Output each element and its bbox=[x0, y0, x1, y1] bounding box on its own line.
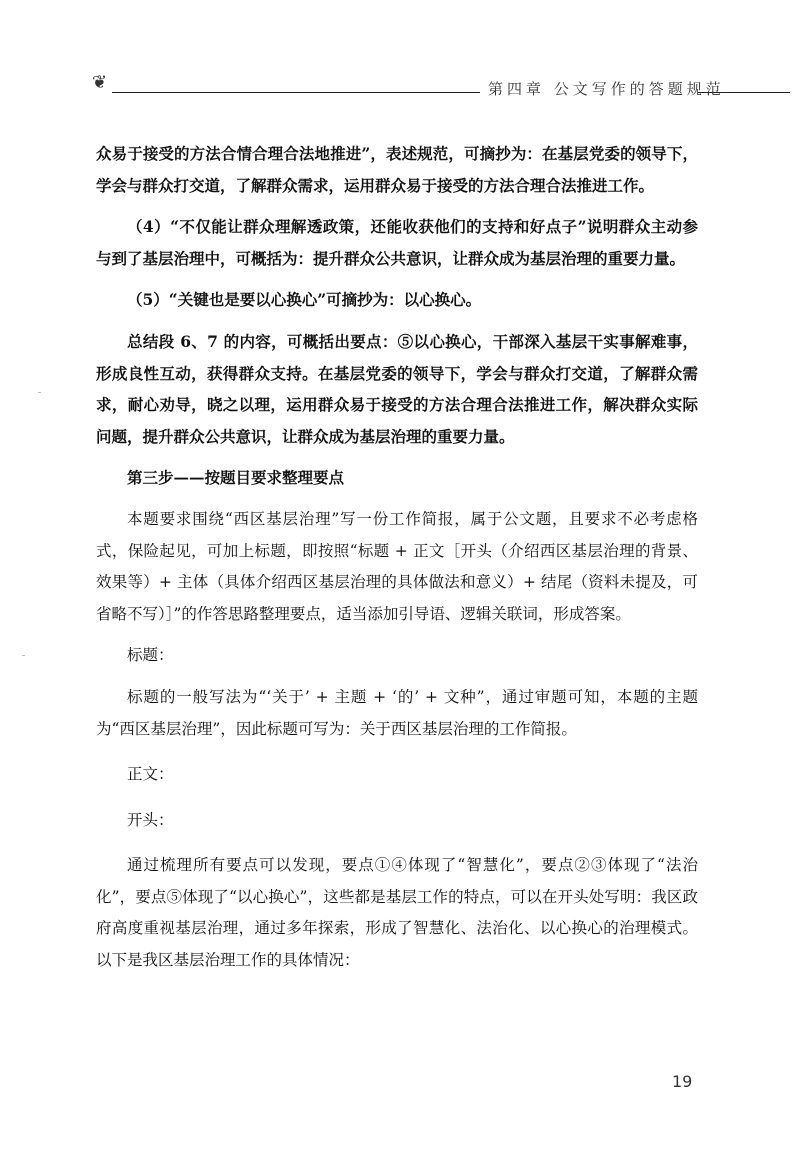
ornament-icon: ❦ bbox=[92, 72, 108, 93]
margin-mark bbox=[22, 655, 25, 656]
chapter-title: 第四章 公文写作的答题规范 bbox=[488, 80, 725, 98]
paragraph: 总结段 6、7 的内容，可概括出要点：⑤以心换心，干部深入基层干实事解难事，形成良性互动，获得群众支持。在基层党委的领导下，学会与群众打交道，了解群众需求，耐心劝导，晓之以理，运用群众易于接受的方法合理合法推进工作，解决群众实际问题，提升群众公共意识，让群众成为基层治理的重要力量。 bbox=[96, 331, 698, 446]
running-header bbox=[92, 72, 790, 102]
page-body bbox=[96, 138, 698, 977]
header-rule-right bbox=[698, 92, 790, 93]
label-opening: 开头： bbox=[127, 810, 174, 829]
header-rule-left bbox=[112, 92, 480, 93]
label-title: 标题： bbox=[127, 646, 174, 665]
page-number: 19 bbox=[672, 1072, 693, 1091]
paragraph: （5）“关键也是要以心换心”可摘抄为：以心换心。 bbox=[127, 290, 482, 310]
section-heading: 第三步——按题目要求整理要点 bbox=[127, 468, 345, 488]
paragraph: 众易于接受的方法合情合理合法地推进”，表述规范，可摘抄为：在基层党委的领导下，学会与群众打交道，了解群众需求，运用群众易于接受的方法合理合法推进工作。 bbox=[96, 144, 698, 195]
paragraph: 标题的一般写法为“‘关于’ + 主题 + ‘的’ + 文种”，通过审题可知，本题的主题为“西区基层治理”，因此标题可写为：关于西区基层治理的工作简报。 bbox=[96, 687, 698, 738]
label-body: 正文： bbox=[127, 765, 174, 784]
paragraph: 通过梳理所有要点可以发现，要点①④体现了“智慧化”，要点②③体现了“法治化”，要点⑤体现了“以心换心”，这些都是基层工作的特点，可以在开头处写明：我区政府高度重视基层治理，通过多年探索，形成了智慧化、法治化、以心换心的治理模式。以下是我区基层治理工作的具体情况： bbox=[96, 856, 698, 970]
margin-mark bbox=[38, 392, 41, 393]
paragraph: 本题要求围绕“西区基层治理”写一份工作简报，属于公文题，且要求不必考虑格式，保险起见，可加上标题，即按照“标题 + 正文［开头（介绍西区基层治理的背景、效果等）+ 主体（具体介绍西区基层治理的具体做法和意义）+ 结尾（资料未提及，可省略不写）］”的作答思路整理要点，适当添加引导语、逻辑关联词，形成答案。 bbox=[96, 509, 698, 623]
paragraph: （4）“不仅能让群众理解透政策，还能收获他们的支持和好点子”说明群众主动参与到了基层治理中，可概括为：提升群众公共意识，让群众成为基层治理的重要力量。 bbox=[96, 217, 698, 268]
